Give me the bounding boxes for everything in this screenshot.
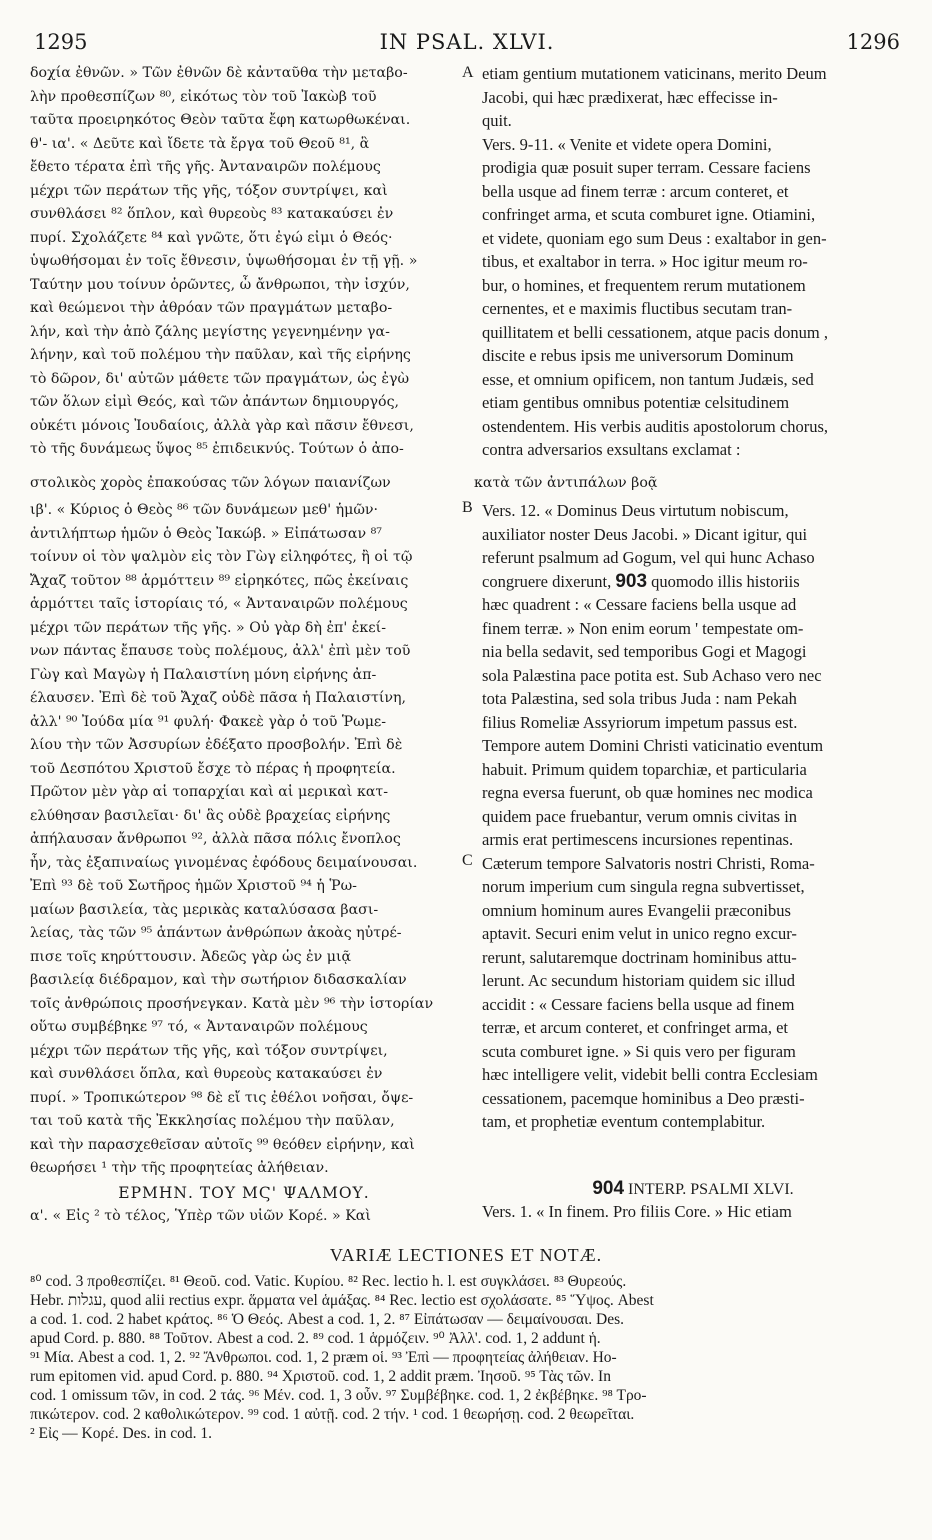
- text-line: λὴν προθεσπίζων ⁸⁰, εἰκότως τὸν τοῦ Ἰακὼβ τοῦ: [30, 88, 377, 105]
- text-line: discite e rebus ipsis me universorum Dominum: [482, 346, 794, 365]
- text-line: quit.: [482, 111, 512, 130]
- text-line: ἀπήλαυσαν ἄνθρωποι ⁹², ἀλλὰ πᾶσα πόλις ἔνοπλος: [30, 831, 401, 847]
- text-line: accidit : « Cessare faciens bella usque ad finem: [482, 994, 795, 1014]
- text-line: Ἐπὶ ⁹³ δὲ τοῦ Σωτῆρος ἡμῶν Χριστοῦ ⁹⁴ ἡ Ῥω-: [30, 878, 357, 894]
- greek-section-title: ΕΡΜΗΝ. ΤΟΥ ΜϚ' ΨΑΛΜΟΥ.: [118, 1184, 370, 1202]
- text-line: esse, et omnium opificem, non tantum Judæis, sed: [482, 369, 814, 389]
- text-line: cessationem, pacemque hominibus a Deo præsti-: [482, 1088, 805, 1108]
- text-line: τὸ τῆς δυνάμεως ὕψος ⁸⁵ ἐπιδεικνύς. Τούτων ὁ ἀπο-: [30, 441, 404, 457]
- text-line: auxiliator noster Deus Jacobi. » Dicant igitur, qui: [482, 524, 808, 544]
- text-line: πυρί. Σχολάζετε ⁸⁴ καὶ γνῶτε, ὅτι ἐγώ εἰμι ὁ Θεός·: [30, 229, 393, 246]
- text-line: Tempore autem Domini Christi vaticinatio eventum: [482, 736, 824, 755]
- running-title: IN PSAL. XLVI.: [379, 30, 555, 54]
- text-line: καὶ συνθλάσει ὅπλα, καὶ θυρεοὺς κατακαύσει ἐν: [30, 1066, 383, 1082]
- text-line: Ἄχαζ τοῦτον ⁸⁸ ἁρμόττειν ⁸⁹ εἰρηκότες, πῶς ἐκείναις: [30, 572, 409, 589]
- text-line: ελύθησαν βασιλεῖαι· δι' ἃς οὐδὲ βραχείας εἰρήνης: [30, 807, 391, 824]
- greek-crossline-continuation: κατὰ τῶν ἀντιπάλων βοᾷ: [474, 475, 658, 491]
- text-line: νων πάντας ἔπαυσε τοὺς πολέμους, ἀλλ' ἐπὶ μὲν τοῦ: [30, 643, 411, 659]
- text-line: tota Palæstina, sed sola tribus Juda : nam Pekah: [482, 689, 797, 708]
- text-line: πισε τοῖς κηρύττουσιν. Ἀδεῶς γὰρ ὡς ἐν μιᾷ: [30, 948, 352, 965]
- note-line: apud Cord. p. 880. ⁸⁸ Τοῦτον. Abest a cod. 2. ⁸⁹ cod. 1 ἁρμόζειν. ⁹⁰ Ἀλλ'. cod. 1, 2 addunt ἡ.: [30, 1330, 601, 1347]
- margin-marker-c: C: [462, 852, 473, 869]
- text-line: ται τοῦ κατὰ τῆς Ἐκκλησίας πολέμου τὴν παῦλαν,: [30, 1113, 395, 1129]
- text-line: μέχρι τῶν περάτων τῆς γῆς. » Οὐ γὰρ δὴ ἐπ' ἐκεί-: [30, 619, 386, 636]
- text-line: filius Romeliæ Assyriorum impetum passus est.: [482, 712, 798, 732]
- text-line: ταῦτα προειρηκότος Θεὸν ταῦτα ἔφη κατωρθωκέναι.: [30, 112, 411, 128]
- note-line: rum epitomen vid. apud Cord. p. 880. ⁹⁴ Χριστοῦ. cod. 1, 2 addit præm. Ἰησοῦ. ⁹⁵ Τὰς τῶν. In: [30, 1368, 611, 1385]
- page-number-right: 1296: [846, 30, 900, 54]
- text-line: tibus, et exaltabor in terra. » Hoc igitur meum ro-: [482, 252, 808, 271]
- text-line: rerunt, salutaremque doctrinam hominibus attu-: [482, 947, 797, 967]
- text-line: συνθλάσει ⁸² ὅπλον, καὶ θυρεοὺς ⁸³ κατακαύσει ἐν: [30, 206, 394, 222]
- text-line: armis erat pertimescens incursiones repentinas.: [482, 830, 794, 849]
- text-line: quidem pace fruebantur, verum omnis civitas in: [482, 806, 798, 826]
- notes-title: VARIÆ LECTIONES ET NOTÆ.: [329, 1245, 603, 1265]
- text-line: μαίων βασιλεία, τὰς μερικὰς καταλύσασα βασι-: [30, 901, 379, 918]
- margin-marker-a: A: [462, 64, 474, 81]
- text-line: ὑψωθήσομαι ἐν τοῖς ἔθνεσιν, ὑψωθήσομαι ἐν τῇ γῇ. »: [30, 253, 418, 269]
- text-line: καὶ θεώμενοι τὴν ἀθρόαν τῶν πραγμάτων μεταβο-: [30, 300, 393, 316]
- note-line: ⁹¹ Μία. Abest a cod. 1, 2. ⁹² Ἄνθρωποι. cod. 1, 2 præm οἱ. ⁹³ Ἐπὶ — προφητείας ἀλήθειαν. Ho-: [30, 1349, 617, 1366]
- greek-last-line: α'. « Εἰς ² τὸ τέλος, Ὑπὲρ τῶν υἱῶν Κορέ. » Καὶ: [30, 1208, 371, 1224]
- text-line: ἦν, τὰς ἐξαπιναίως γινομένας ἐφόδους δειμαίνουσαι.: [30, 854, 418, 871]
- text-line: contra adversarios exsultans exclamat :: [482, 440, 741, 459]
- text-line: bur, o homines, et frequentem rerum mutationem: [482, 275, 806, 295]
- text-line: τοῖς ἀνθρώποις προσήνεγκαν. Κατὰ μὲν ⁹⁶ τὴν ἱστορίαν: [30, 995, 434, 1012]
- text-line: referunt psalmum ad Gogum, vel qui hunc Achaso: [482, 548, 815, 567]
- text-line: Vers. 9-11. « Venite et videte opera Domini,: [482, 134, 772, 154]
- text-line: λήνην, καὶ τοῦ πολέμου τὴν παῦλαν, καὶ τῆς εἰρήνης: [30, 347, 411, 363]
- latin-last-line: Vers. 1. « In finem. Pro filiis Core. » Hic etiam: [482, 1202, 792, 1221]
- text-line: οὐκέτι μόνοις Ἰουδαίοις, ἀλλὰ γὰρ καὶ πᾶσιν ἔθνεσι,: [30, 417, 414, 434]
- text-line: hæc quadrent : « Cessare faciens bella usque ad: [482, 595, 797, 614]
- text-line: confringet arma, et scuta comburet igne. Otiamini,: [482, 205, 816, 224]
- latin-column-top: [482, 62, 904, 462]
- text-line: τοίνυν οἱ τὸν ψαλμὸν εἰς τὸν Γὼγ εἰληφότες, ἢ οἱ τῷ: [30, 549, 413, 565]
- text-line: θεωρήσει ¹ τὴν τῆς προφητείας ἀλήθειαν.: [30, 1160, 329, 1176]
- text-line: sola Palæstina pace potita est. Sub Achaso vero nec: [482, 665, 822, 685]
- page-number-left: 1295: [34, 30, 88, 54]
- text-line: ἁρμόττει ταῖς ἱστορίαις τό, « Ἀνταναιρῶν πολέμους: [30, 596, 408, 612]
- text-line: bella usque ad finem terræ : arcum conteret, et: [482, 181, 789, 201]
- text-line: ostendentem. His verbis auditis apostolorum chorus,: [482, 416, 828, 436]
- text-line: Jacobi, qui hæc prædixerat, hæc effecisse in-: [482, 87, 778, 107]
- text-line: μέχρι τῶν περάτων τῆς γῆς, τόξον συντρίψει, καὶ: [30, 182, 388, 199]
- text-line: καὶ τὴν παρασχεθεῖσαν αὐτοῖς ⁹⁹ θεόθεν εἰρήνην, καὶ: [30, 1136, 415, 1153]
- text-line: τῶν ὅλων εἰμὶ Θεός, καὶ τῶν ἀπάντων δημιουργός,: [30, 394, 400, 410]
- greek-column-top: [30, 62, 458, 462]
- note-line: cod. 1 omissum τῶν, in cod. 2 τάς. ⁹⁶ Μέν. cod. 1, 3 οὖν. ⁹⁷ Συμβέβηκε. cod. 1, 2 ἐκβέβηκε. ⁹⁸ Τρο-: [30, 1387, 647, 1404]
- text-line: λήν, καὶ τὴν ἀπὸ ζάλης μεγίστης γεγενημένην γα-: [30, 323, 390, 340]
- text-line: τὸ δῶρον, δι' αὐτῶν μάθετε τῶν πραγμάτων, ὡς ἐγὼ: [30, 370, 410, 387]
- text-line: Γὼγ καὶ Μαγὼγ ἡ Παλαιστίνη μόνη εἰρήνης ἀπ-: [30, 666, 377, 683]
- text-line: habuit. Primum quidem toparchiæ, et particularia: [482, 759, 807, 779]
- variant-notes: [30, 1272, 902, 1443]
- text-line: τοῦ Δεσπότου Χριστοῦ ἔσχε τὸ πέρας ἡ προφητεία.: [30, 760, 396, 777]
- text-line: λίου τὴν τῶν Ἀσσυρίων ἐδέξατο προσβολήν. Ἐπὶ δὲ: [30, 737, 403, 753]
- text-line: omnium hominum aures Evangelii præconibus: [482, 900, 791, 920]
- text-line: norum imperium cum singula regna subvertisset,: [482, 877, 805, 896]
- text-line: tam, et prophetiæ eventum contemplabitur.: [482, 1112, 766, 1131]
- latin-column-bottom: [482, 499, 904, 1134]
- text-line: [482, 570, 904, 594]
- running-header: [34, 30, 900, 58]
- text-line: etiam gentibus omnibus potentiæ celsitudinem: [482, 393, 790, 412]
- text-line: scuta comburet igne. » Si quis vero per figuram: [482, 1041, 796, 1061]
- text-line: cernentes, et e maximis fluctibus secutam tran-: [482, 299, 793, 318]
- text-line: ιβ'. « Κύριος ὁ Θεὸς ⁸⁶ τῶν δυνάμεων μεθ' ἡμῶν·: [30, 502, 379, 518]
- text-line: quillitatem et belli cessationem, atque pacis donum ,: [482, 322, 828, 342]
- greek-crossline: στολικὸς χορὸς ἐπακούσας τῶν λόγων παιανίζων: [30, 475, 391, 491]
- text-line: etiam gentium mutationem vaticinans, merito Deum: [482, 64, 827, 83]
- text-line: finem terræ. » Non enim eorum ' tempestate om-: [482, 618, 804, 638]
- text-line: regna eversa fuerunt, ob quæ homines nec modica: [482, 783, 813, 802]
- text-line: δοχία ἐθνῶν. » Τῶν ἐθνῶν δὲ κἀνταῦθα τὴν μεταβο-: [30, 65, 408, 81]
- text-line: prodigia quæ posuit super terram. Cessare faciens: [482, 158, 811, 177]
- text-line: λείας, τὰς τῶν ⁹⁵ ἁπάντων ἀνθρώπων ἀκοὰς ηὐτρέ-: [30, 925, 402, 941]
- text-fragment: quomodo illis historiis: [651, 571, 800, 591]
- text-line: μέχρι τῶν περάτων τῆς γῆς, καὶ τόξον συντρίψει,: [30, 1042, 388, 1059]
- text-line: terræ, et arcum conteret, et confringet arma, et: [482, 1018, 789, 1037]
- note-line: a cod. 1. cod. 2 habet κράτος. ⁸⁶ Ὁ Θεός. Abest a cod. 1, 2. ⁸⁷ Εἰπάτωσαν — δειμαίνουσαι. Des.: [30, 1311, 625, 1328]
- greek-column-bottom: [30, 499, 458, 1181]
- text-line: Cæterum tempore Salvatoris nostri Christi, Roma-: [482, 853, 815, 873]
- text-line: lerunt. Ac secundum historiam quidem sic illud: [482, 971, 795, 990]
- text-line: nia bella sedavit, sed temporibus Gogi et Magogi: [482, 642, 807, 661]
- text-line: πυρί. » Τροπικώτερον ⁹⁸ δὲ εἴ τις ἐθέλοι νοῆσαι, ὄψε-: [30, 1089, 414, 1106]
- text-line: hæc intelligere velit, videbit belli contra Ecclesiam: [482, 1065, 818, 1084]
- text-line: et videte, quoniam ego sum Deus : exaltabor in gen-: [482, 228, 827, 248]
- note-line: Hebr. עגלות, quod alii rectius expr. ἅρματα vel ἁμάξας. ⁸⁴ Rec. lectio est σχολάσατε. ⁸⁵ Ὕψος. Abest: [30, 1292, 654, 1309]
- text-line: Ταύτην μου τοίνυν ὁρῶντες, ὦ ἄνθρωποι, τὴν ἰσχύν,: [30, 276, 410, 293]
- text-line: Πρῶτον μὲν γὰρ αἱ τοπαρχίαι καὶ αἱ μερικαὶ κατ-: [30, 784, 389, 800]
- latin-section-title: [482, 1178, 904, 1200]
- column-number: 904: [592, 1178, 625, 1199]
- text-line: ἀλλ' ⁹⁰ Ἰούδα μία ⁹¹ φυλή· Φακεὲ γὰρ ὁ τοῦ Ῥωμε-: [30, 713, 387, 730]
- latin-title-text: INTERP. PSALMI XLVI.: [628, 1181, 794, 1198]
- text-line: οὕτω συμβέβηκε ⁹⁷ τό, « Ἀνταναιρῶν πολέμους: [30, 1019, 368, 1035]
- text-line: ἀντιλήπτωρ ἡμῶν ὁ Θεὸς Ἰακώβ. » Εἰπάτωσαν ⁸⁷: [30, 525, 382, 542]
- text-line: έλαυσεν. Ἐπὶ δὲ τοῦ Ἄχαζ οὐδὲ πᾶσα ἡ Παλαιστίνη,: [30, 690, 407, 706]
- text-line: ἔθετο τέρατα ἐπὶ τῆς γῆς. Ἀνταναιρῶν πολέμους: [30, 159, 381, 175]
- text-line: aptavit. Securi enim velut in unico regno excur-: [482, 924, 797, 943]
- text-line: βασιλείᾳ διέδραμον, καὶ τὴν σωτήριον διδασκαλίαν: [30, 972, 407, 988]
- text-line: Vers. 12. « Dominus Deus virtutum nobiscum,: [482, 501, 789, 520]
- margin-marker-b: B: [462, 499, 473, 516]
- note-line: ² Εἰς — Κορέ. Des. in cod. 1.: [30, 1425, 213, 1442]
- note-line: ⁸⁰ cod. 3 προθεσπίζει. ⁸¹ Θεοῦ. cod. Vatic. Κυρίου. ⁸² Rec. lectio h. l. est συγκλάσει. ⁸³ Θυρεούς.: [30, 1273, 627, 1290]
- note-line: πικώτερον. cod. 2 καθολικώτερον. ⁹⁹ cod. 1 αὐτῇ. cod. 2 τήν. ¹ cod. 1 θεωρήσῃ. cod. 2 θεωρεῖται.: [30, 1406, 635, 1423]
- text-fragment: congruere dixerunt,: [482, 571, 612, 591]
- column-number: 903: [615, 570, 648, 592]
- text-line: θ'- ια'. « Δεῦτε καὶ ἴδετε τὰ ἔργα τοῦ Θεοῦ ⁸¹, ἃ: [30, 135, 370, 152]
